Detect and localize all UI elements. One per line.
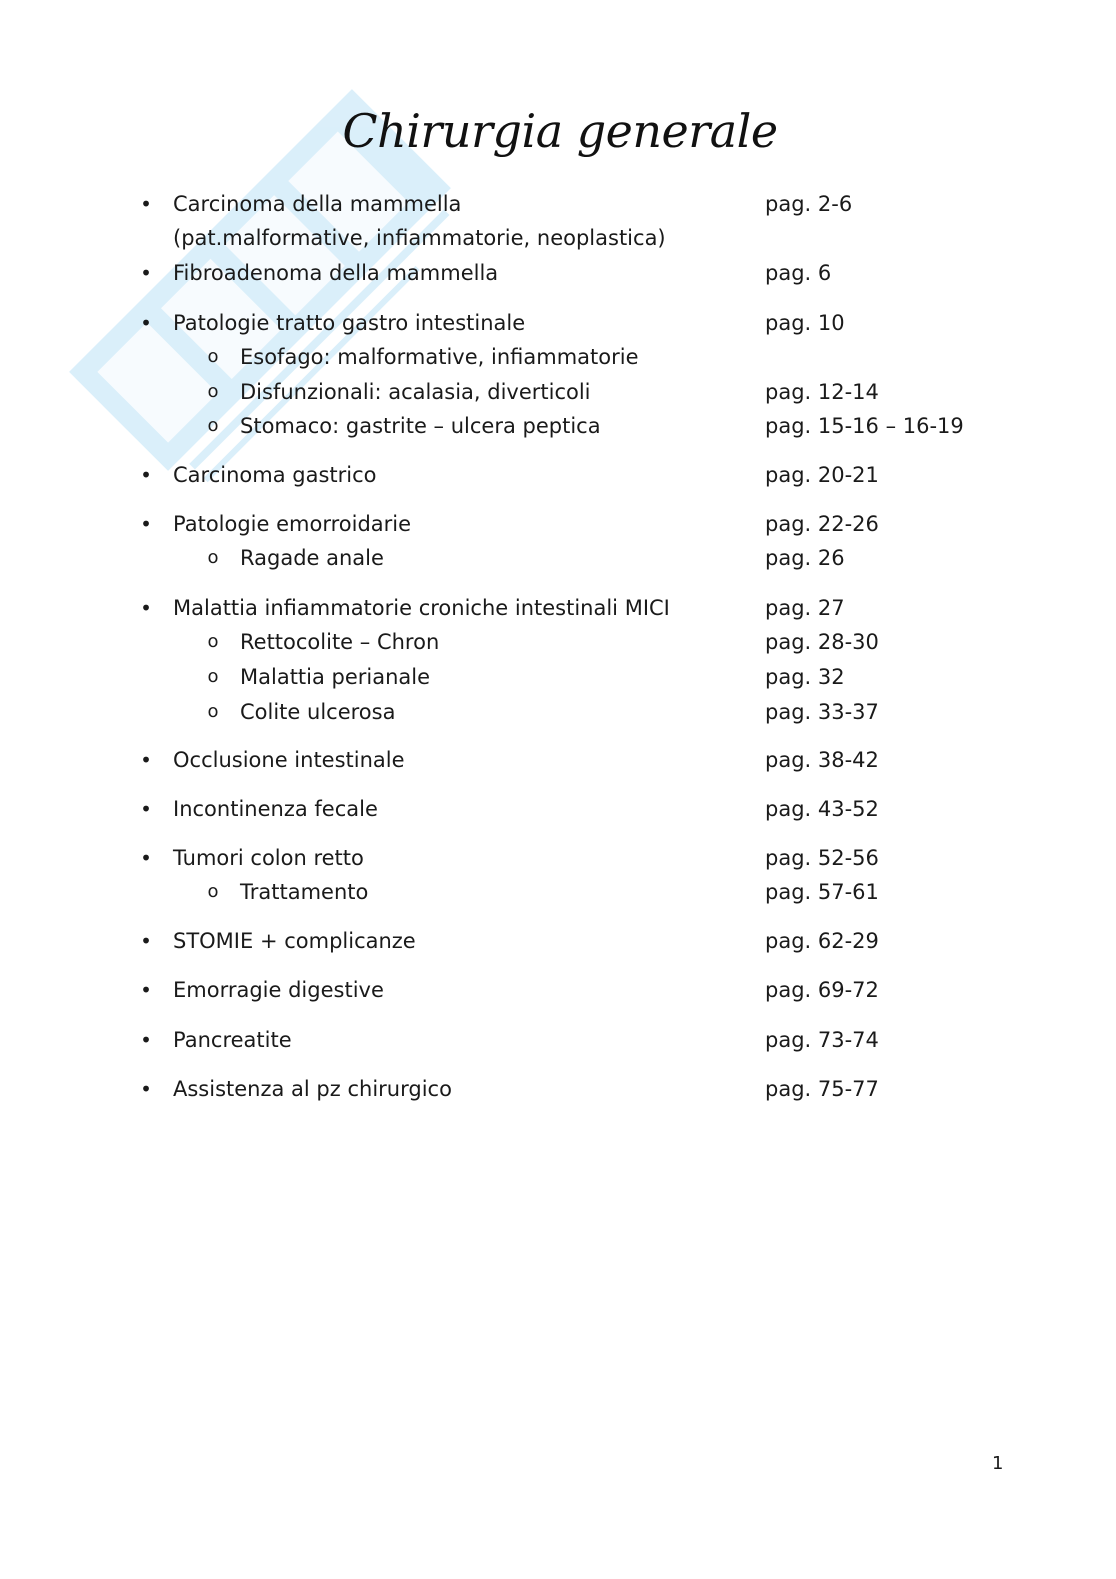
circle-bullet-icon: o [207,415,219,436]
toc-entry-page: pag. 27 [765,596,845,620]
toc-entry-label: Malattia infiammatorie croniche intestinali MICI [173,596,670,620]
toc-entry-label: Fibroadenoma della mammella [173,261,499,285]
toc-entry-page: pag. 62-29 [765,929,879,953]
toc-subentry-label: Esofago: malformative, infiammatorie [240,345,639,369]
toc-subentry [0,696,1116,728]
toc-entry [0,744,1116,776]
toc-subentry-label: Colite ulcerosa [240,700,396,724]
toc-subentry [0,542,1116,574]
toc-subentry-page: pag. 33-37 [765,700,879,724]
toc-entry-label: Carcinoma gastrico [173,463,377,487]
bullet-icon: • [140,192,152,216]
toc-entry-label: Occlusione intestinale [173,748,405,772]
toc-subentry-page: pag. 32 [765,665,845,689]
toc-entry-page: pag. 52-56 [765,846,879,870]
toc-subentry-label: Ragade anale [240,546,384,570]
toc-entry-label: Emorragie digestive [173,978,384,1002]
toc-entry-page: pag. 43-52 [765,797,879,821]
bullet-icon: • [140,797,152,821]
page-number: 1 [992,1453,1004,1474]
toc-entry [0,307,1116,339]
toc-entry [0,257,1116,289]
bullet-icon: • [140,846,152,870]
toc-subentry [0,376,1116,408]
toc-subentry [0,876,1116,908]
toc-subentry-page: pag. 28-30 [765,630,879,654]
toc-entry-continuation [0,222,1116,254]
bullet-icon: • [140,261,152,285]
toc-subentry-page: pag. 26 [765,546,845,570]
toc-entry-label: Incontinenza fecale [173,797,378,821]
toc-subentry [0,341,1116,373]
toc-entry [0,974,1116,1006]
bullet-icon: • [140,1028,152,1052]
toc-entry [0,793,1116,825]
toc-entry [0,188,1116,220]
toc-entry-label: (pat.malformative, infiammatorie, neoplastica) [173,226,666,250]
bullet-icon: • [140,311,152,335]
toc-entry [0,508,1116,540]
bullet-icon: • [140,748,152,772]
toc-entry-page: pag. 2-6 [765,192,853,216]
toc-entry-page: pag. 20-21 [765,463,879,487]
toc-entry-page: pag. 10 [765,311,845,335]
toc-entry-label: Patologie tratto gastro intestinale [173,311,526,335]
toc-subentry-page: pag. 57-61 [765,880,879,904]
circle-bullet-icon: o [207,666,219,687]
toc-entry-page: pag. 38-42 [765,748,879,772]
toc-entry [0,1024,1116,1056]
toc-entry-page: pag. 69-72 [765,978,879,1002]
bullet-icon: • [140,512,152,536]
toc-subentry [0,410,1116,442]
toc-entry-label: Carcinoma della mammella [173,192,462,216]
toc-entry [0,842,1116,874]
toc-entry-label: Patologie emorroidarie [173,512,412,536]
toc-entry-page: pag. 73-74 [765,1028,879,1052]
toc-entry [0,925,1116,957]
bullet-icon: • [140,596,152,620]
toc-subentry-label: Disfunzionali: acalasia, diverticoli [240,380,591,404]
bullet-icon: • [140,1077,152,1101]
toc-entry-page: pag. 6 [765,261,832,285]
toc-entry-page: pag. 75-77 [765,1077,879,1101]
circle-bullet-icon: o [207,547,219,568]
circle-bullet-icon: o [207,381,219,402]
circle-bullet-icon: o [207,701,219,722]
toc-entry-label: Tumori colon retto [173,846,364,870]
toc-subentry [0,626,1116,658]
toc-entry [0,459,1116,491]
toc-entry-label: STOMIE + complicanze [173,929,416,953]
toc-subentry-page: pag. 15-16 – 16-19 [765,414,964,438]
toc-entry [0,592,1116,624]
toc-subentry [0,661,1116,693]
toc-entry-label: Pancreatite [173,1028,292,1052]
bullet-icon: • [140,463,152,487]
page-title: Chirurgia generale [342,104,778,158]
toc-subentry-label: Rettocolite – Chron [240,630,440,654]
toc-subentry-label: Malattia perianale [240,665,431,689]
circle-bullet-icon: o [207,346,219,367]
toc-entry-page: pag. 22-26 [765,512,879,536]
toc-subentry-label: Trattamento [240,880,369,904]
toc-entry [0,1073,1116,1105]
toc-entry-label: Assistenza al pz chirurgico [173,1077,452,1101]
bullet-icon: • [140,929,152,953]
circle-bullet-icon: o [207,631,219,652]
toc-subentry-page: pag. 12-14 [765,380,879,404]
bullet-icon: • [140,978,152,1002]
circle-bullet-icon: o [207,881,219,902]
toc-subentry-label: Stomaco: gastrite – ulcera peptica [240,414,601,438]
